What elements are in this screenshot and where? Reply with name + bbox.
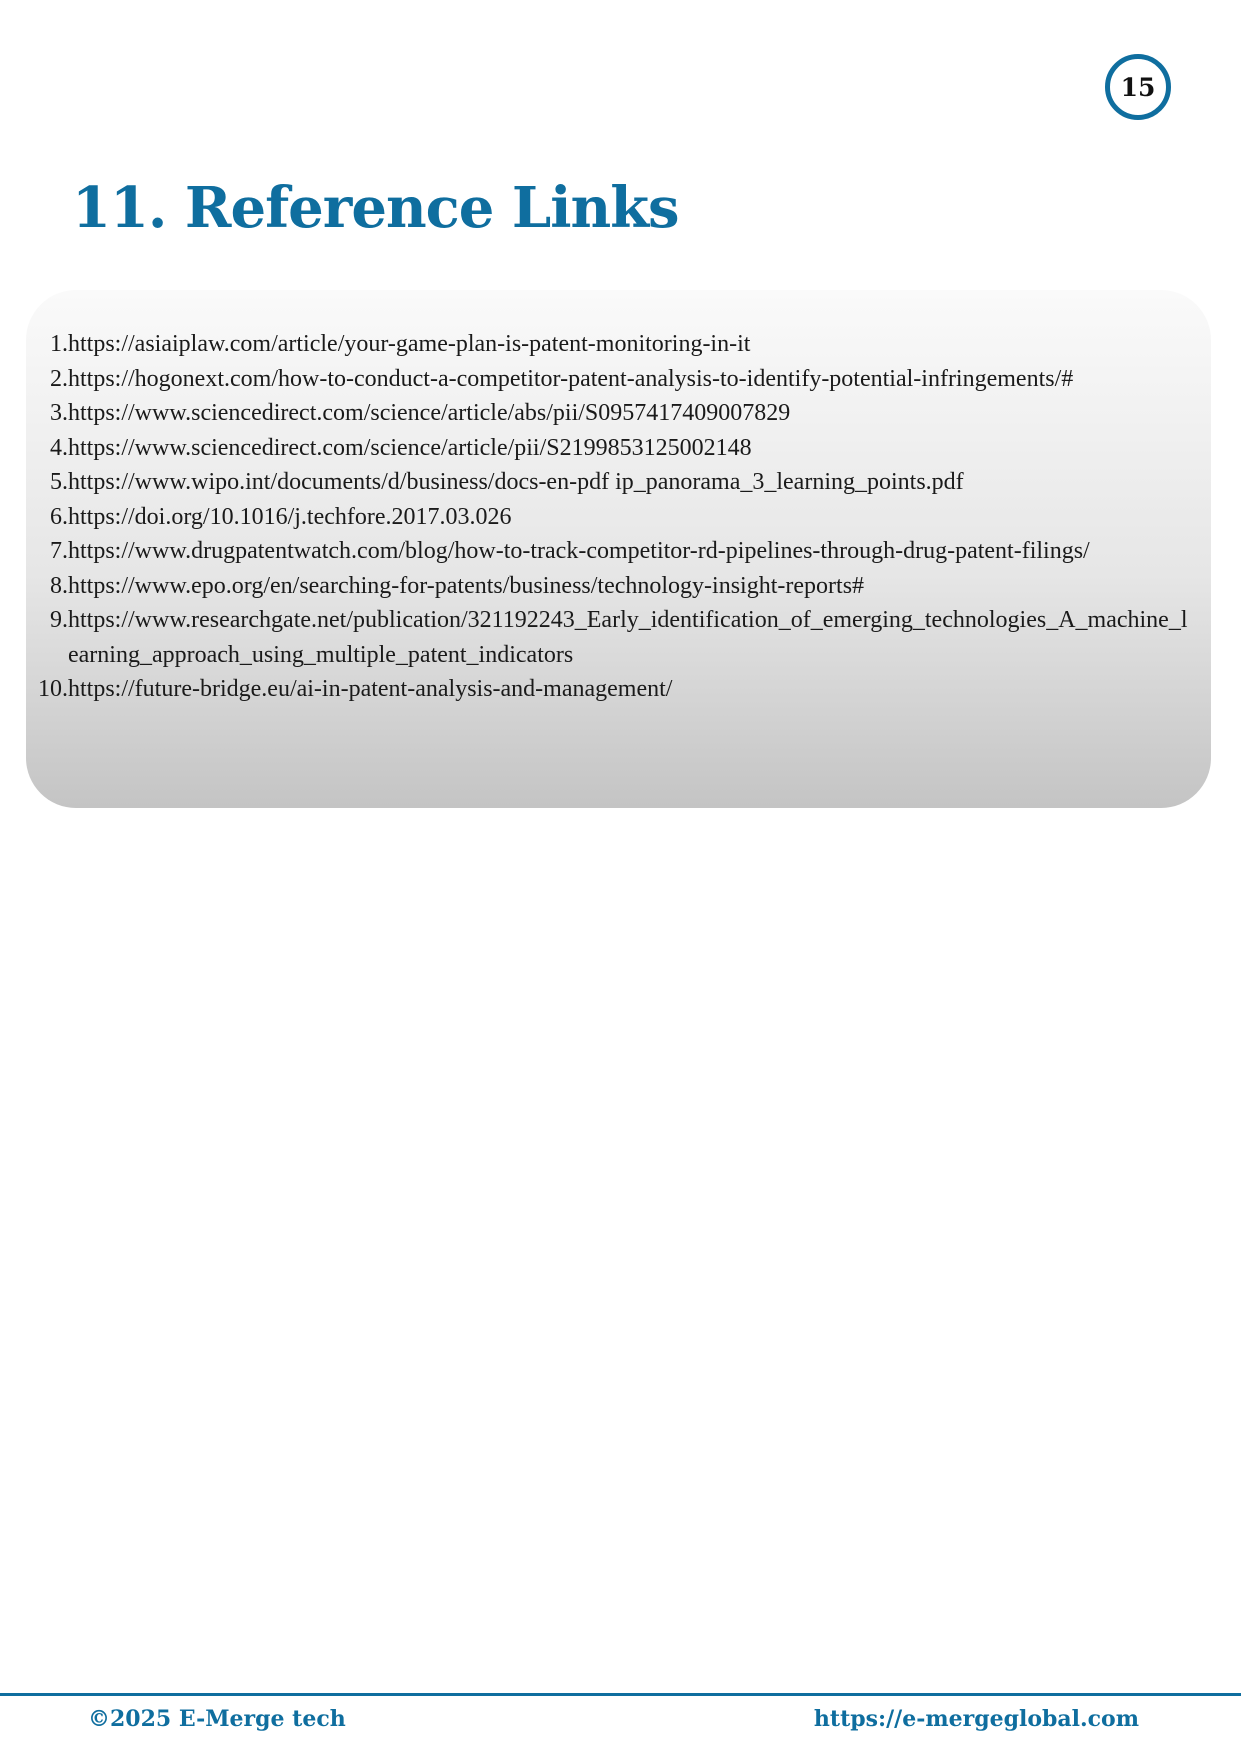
reference-item — [26, 362, 1211, 397]
reference-item — [26, 534, 1211, 569]
reference-link[interactable]: https://www.epo.org/en/searching-for-patents/business/technology-insight-reports# — [68, 572, 865, 599]
footer-website-link[interactable]: https://e-mergeglobal.com — [813, 1706, 1139, 1732]
reference-number: 9. — [50, 607, 68, 633]
reference-list — [26, 327, 1211, 707]
reference-link[interactable]: https://future-bridge.eu/ai-in-patent-analysis-and-management/ — [68, 676, 673, 702]
reference-link[interactable]: https://doi.org/10.1016/j.techfore.2017.03.026 — [68, 503, 512, 530]
reference-item — [26, 603, 1211, 672]
reference-links-panel — [26, 290, 1211, 808]
reference-item — [26, 569, 1211, 604]
reference-number: 10. — [38, 676, 68, 702]
reference-link[interactable]: https://www.drugpatentwatch.com/blog/how-to-track-competitor-rd-pipelines-through-drug-patent-filings/ — [68, 538, 1090, 564]
reference-item — [26, 465, 1211, 500]
reference-number: 6. — [50, 503, 68, 530]
page-number-badge: 15 — [1105, 54, 1171, 120]
reference-link[interactable]: https://www.sciencedirect.com/science/article/abs/pii/S0957417409007829 — [68, 400, 791, 426]
reference-number: 5. — [50, 469, 68, 495]
reference-number: 4. — [50, 434, 68, 461]
footer-copyright: ©2025 E-Merge tech — [88, 1706, 346, 1732]
reference-link[interactable]: https://www.researchgate.net/publication/321192243_Early_identification_of_emerging_technologies_A_machine_learning_approach_using_multiple_patent_indicators — [68, 607, 1188, 668]
reference-number: 3. — [50, 400, 68, 426]
reference-item — [26, 672, 1211, 707]
reference-link[interactable]: https://www.sciencedirect.com/science/article/pii/S2199853125002148 — [68, 434, 752, 461]
reference-item — [26, 500, 1211, 535]
reference-item — [26, 327, 1211, 362]
reference-number: 2. — [50, 365, 68, 392]
reference-number: 1. — [50, 331, 68, 357]
page-title: 11. Reference Links — [72, 175, 679, 241]
reference-item — [26, 396, 1211, 431]
reference-number: 8. — [50, 572, 68, 599]
reference-link[interactable]: https://hogonext.com/how-to-conduct-a-competitor-patent-analysis-to-identify-potential-infringements/# — [68, 365, 1074, 392]
reference-link[interactable]: https://asiaiplaw.com/article/your-game-plan-is-patent-monitoring-in-it — [68, 331, 751, 357]
reference-number: 7. — [50, 538, 68, 564]
reference-item — [26, 431, 1211, 466]
footer-divider — [0, 1693, 1241, 1696]
reference-link[interactable]: https://www.wipo.int/documents/d/business/docs-en-pdf ip_panorama_3_learning_points.pdf — [68, 469, 964, 495]
